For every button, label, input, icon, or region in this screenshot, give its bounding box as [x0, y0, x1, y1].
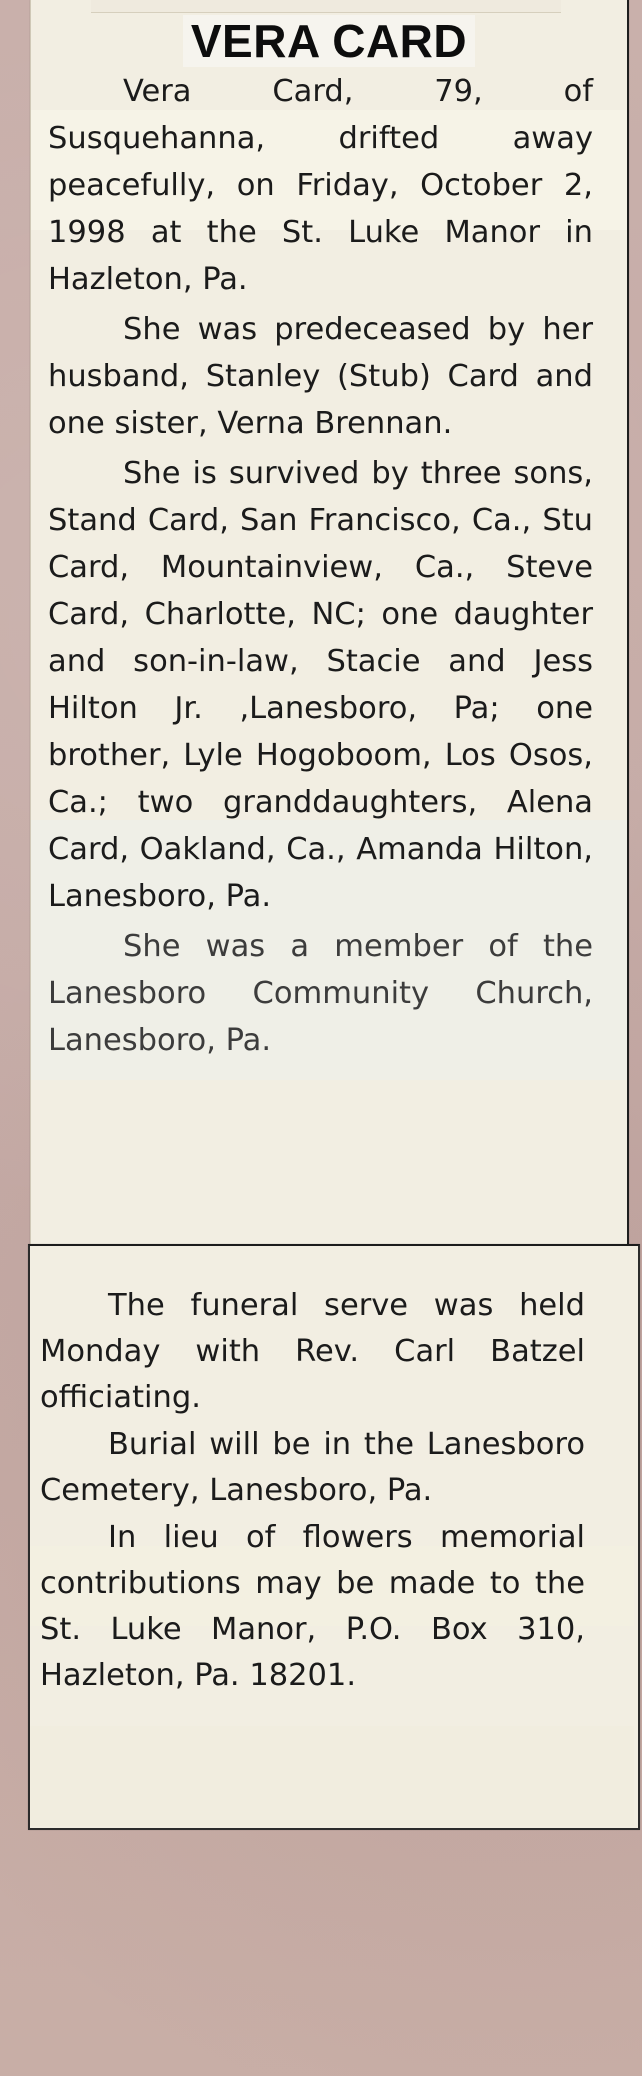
- obituary-body-bottom: [40, 1283, 585, 1699]
- tape-strip: [30, 1726, 634, 1826]
- paragraph: She was predeceased by her husband, Stanley (Stub) Card and one sister, Verna Brennan.: [48, 312, 593, 441]
- torn-scrap-edge: [91, 0, 561, 13]
- obituary-headline: [31, 14, 627, 68]
- paragraph: Vera Card, 79, of Susquehanna, drifted away peacefully, on Friday, October 2, 1998 at the St. Luke Manor in Hazleton, Pa.: [48, 74, 593, 297]
- paragraph: She is survived by three sons, Stand Card, San Francisco, Ca., Stu Card, Mountainview, Ca., Steve Card, Charlotte, NC; one daughter and son-in-law, Stacie and Jess Hilton Jr. ,Lanesboro, Pa; one brother, Lyle Hogoboom, Los Osos, Ca.; two granddaughters, Alena Card, Oakland, Ca., Amanda Hilton, Lanesboro, Pa.: [48, 456, 593, 914]
- headline-text: VERA CARD: [183, 15, 475, 67]
- paragraph: Burial will be in the Lanesboro Cemetery, Lanesboro, Pa.: [40, 1427, 585, 1508]
- obituary-body-top: [48, 68, 593, 1064]
- paragraph: The funeral serve was held Monday with Rev. Carl Batzel officiating.: [40, 1288, 585, 1415]
- paragraph: In lieu of flowers memorial contributions may be made to the St. Luke Manor, P.O. Box 310, Hazleton, Pa. 18201.: [40, 1520, 585, 1693]
- paragraph: She was a member of the Lanesboro Community Church, Lanesboro, Pa.: [48, 929, 593, 1058]
